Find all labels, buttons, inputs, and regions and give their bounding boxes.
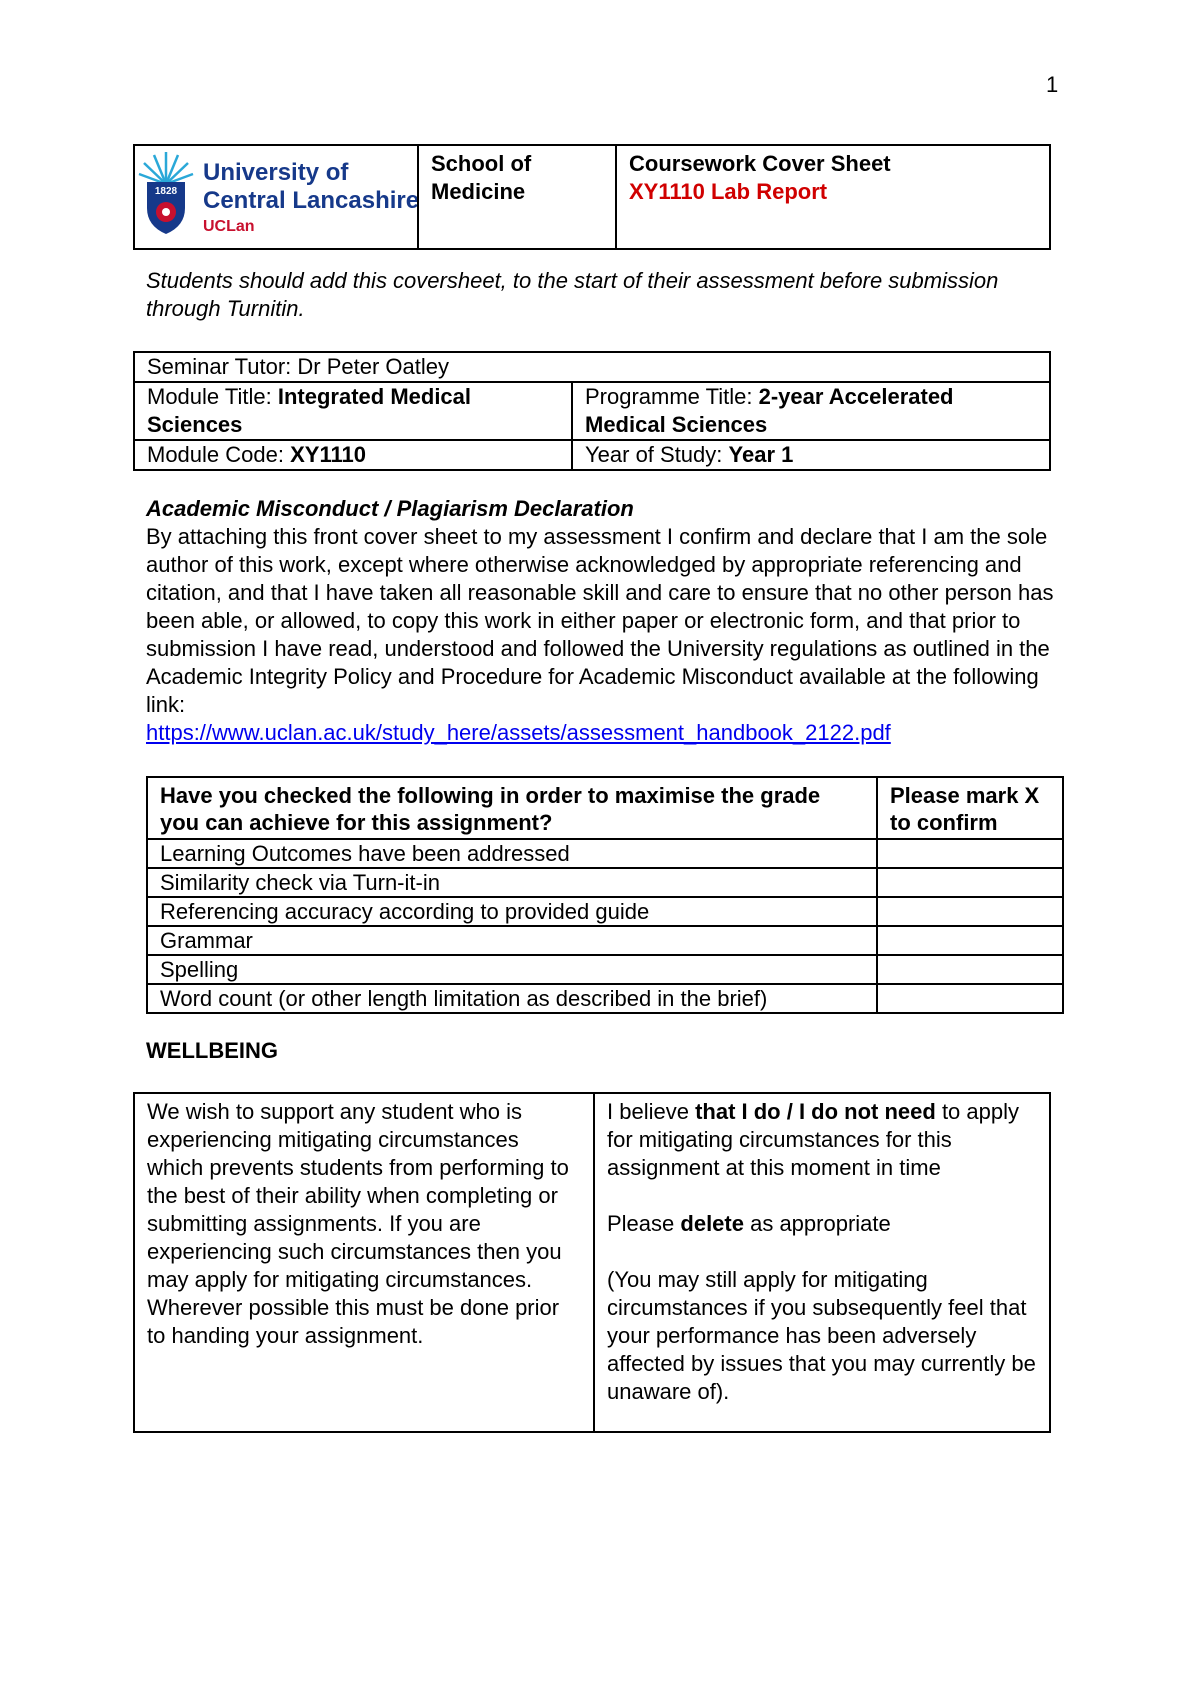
checklist-item-label: Similarity check via Turn-it-in xyxy=(147,868,877,897)
checklist-item-label: Learning Outcomes have been addressed xyxy=(147,839,877,868)
module-code-value: XY1110 xyxy=(290,442,366,467)
uclan-logo xyxy=(135,146,417,241)
checklist-row xyxy=(147,868,1063,897)
logo-cell xyxy=(134,145,418,249)
wellbeing-declaration-cell xyxy=(594,1093,1050,1432)
checklist-mark-header: Please mark X to confirm xyxy=(877,777,1063,839)
declaration-body: By attaching this front cover sheet to my assessment I confirm and declare that I am the sole author of this work, except where otherwise acknowledged by appropriate referencing and citation, and that I have taken all reasonable skill and care to ensure that no other person has been able, or allowed, to copy this work in either paper or electronic form, and that prior to submission I have read, understood and followed the University regulations as outlined in the Academic Integrity Policy and Procedure for Academic Misconduct available at the following link: xyxy=(146,524,1054,717)
checklist-mark-cell[interactable] xyxy=(877,897,1063,926)
checklist-row xyxy=(147,926,1063,955)
programme-title-cell xyxy=(572,382,1050,440)
module-title-value: Integrated Medical Sciences xyxy=(147,384,472,437)
page-number: 1 xyxy=(1046,72,1059,97)
module-code-cell xyxy=(134,440,572,470)
logo-short: UCLan xyxy=(203,218,255,235)
sheet-subtitle: XY1110 Lab Report xyxy=(629,179,828,204)
module-title-cell xyxy=(134,382,572,440)
checklist-mark-cell[interactable] xyxy=(877,868,1063,897)
year-of-study-value: Year 1 xyxy=(728,442,794,467)
logo-line-2: Central Lancashire xyxy=(203,187,417,214)
sunburst-icon xyxy=(139,152,193,184)
module-info-table xyxy=(133,351,1051,471)
wellbeing-table xyxy=(133,1092,1051,1433)
checklist-row xyxy=(147,839,1063,868)
checklist-item-label: Referencing accuracy according to provided guide xyxy=(147,897,877,926)
delete-instruction-start: Please xyxy=(607,1211,681,1236)
checklist-row xyxy=(147,984,1063,1013)
checklist-item-label: Word count (or other length limitation as described in the brief) xyxy=(147,984,877,1013)
checklist-table xyxy=(146,776,1064,1014)
checklist-question: Have you checked the following in order to maximise the grade you can achieve for this assignment? xyxy=(147,777,877,839)
checklist-row xyxy=(147,897,1063,926)
checklist-mark-cell[interactable] xyxy=(877,984,1063,1013)
wellbeing-info-text: We wish to support any student who is experiencing mitigating circumstances which prevents students from performing to the best of their ability when completing or submitting assignments. If you are experiencing such circumstances then you may apply for mitigating circumstances. Wherever possible this must be done prior to handing your assignment. xyxy=(147,1099,569,1348)
mitigating-statement-end: to apply for mitigating circumstances for this assignment at this moment in time xyxy=(607,1099,1019,1180)
sheet-title: Coursework Cover Sheet xyxy=(629,151,891,176)
sheet-title-cell xyxy=(616,145,1050,249)
cover-header-table xyxy=(133,144,1051,250)
school-name: School of Medicine xyxy=(431,151,532,204)
programme-title-label: Programme Title: xyxy=(585,384,753,409)
checklist-item-label: Grammar xyxy=(147,926,877,955)
module-title-label: Module Title: xyxy=(147,384,272,409)
logo-year: 1828 xyxy=(154,186,178,197)
delete-keyword: delete xyxy=(680,1211,744,1236)
checklist-row xyxy=(147,955,1063,984)
seminar-tutor-label: Seminar Tutor: xyxy=(147,354,292,379)
declaration-heading: Academic Misconduct / Plagiarism Declaration xyxy=(146,496,634,521)
delete-instruction xyxy=(607,1210,1037,1238)
checklist-mark-cell[interactable] xyxy=(877,839,1063,868)
assessment-handbook-link[interactable]: https://www.uclan.ac.uk/study_here/assets/assessment_handbook_2122.pdf xyxy=(146,720,891,745)
mitigating-choice[interactable]: that I do / I do not need xyxy=(695,1099,936,1124)
checklist-mark-cell[interactable] xyxy=(877,955,1063,984)
declaration-section xyxy=(146,495,1066,747)
mitigating-statement xyxy=(607,1098,1037,1182)
year-of-study-cell xyxy=(572,440,1050,470)
mitigating-statement-start: I believe xyxy=(607,1099,696,1124)
wellbeing-info-cell xyxy=(134,1093,594,1432)
module-code-label: Module Code: xyxy=(147,442,284,467)
seminar-tutor-cell xyxy=(134,352,1050,382)
year-of-study-label: Year of Study: xyxy=(585,442,723,467)
logo-line-1: University of xyxy=(203,159,349,186)
mitigating-note: (You may still apply for mitigating circumstances if you subsequently feel that your performance has been adversely affected by issues that you may currently be unaware of). xyxy=(607,1267,1036,1404)
checklist-mark-cell[interactable] xyxy=(877,926,1063,955)
instructions-text: Students should add this coversheet, to the start of their assessment before submission through Turnitin. xyxy=(146,268,999,321)
school-cell xyxy=(418,145,616,249)
delete-instruction-end: as appropriate xyxy=(743,1211,891,1236)
rose-icon xyxy=(156,202,176,222)
checklist-item-label: Spelling xyxy=(147,955,877,984)
seminar-tutor-value: Dr Peter Oatley xyxy=(297,354,450,379)
programme-title-value: 2-year Accelerated Medical Sciences xyxy=(585,384,954,437)
wellbeing-title: WELLBEING xyxy=(146,1038,278,1063)
